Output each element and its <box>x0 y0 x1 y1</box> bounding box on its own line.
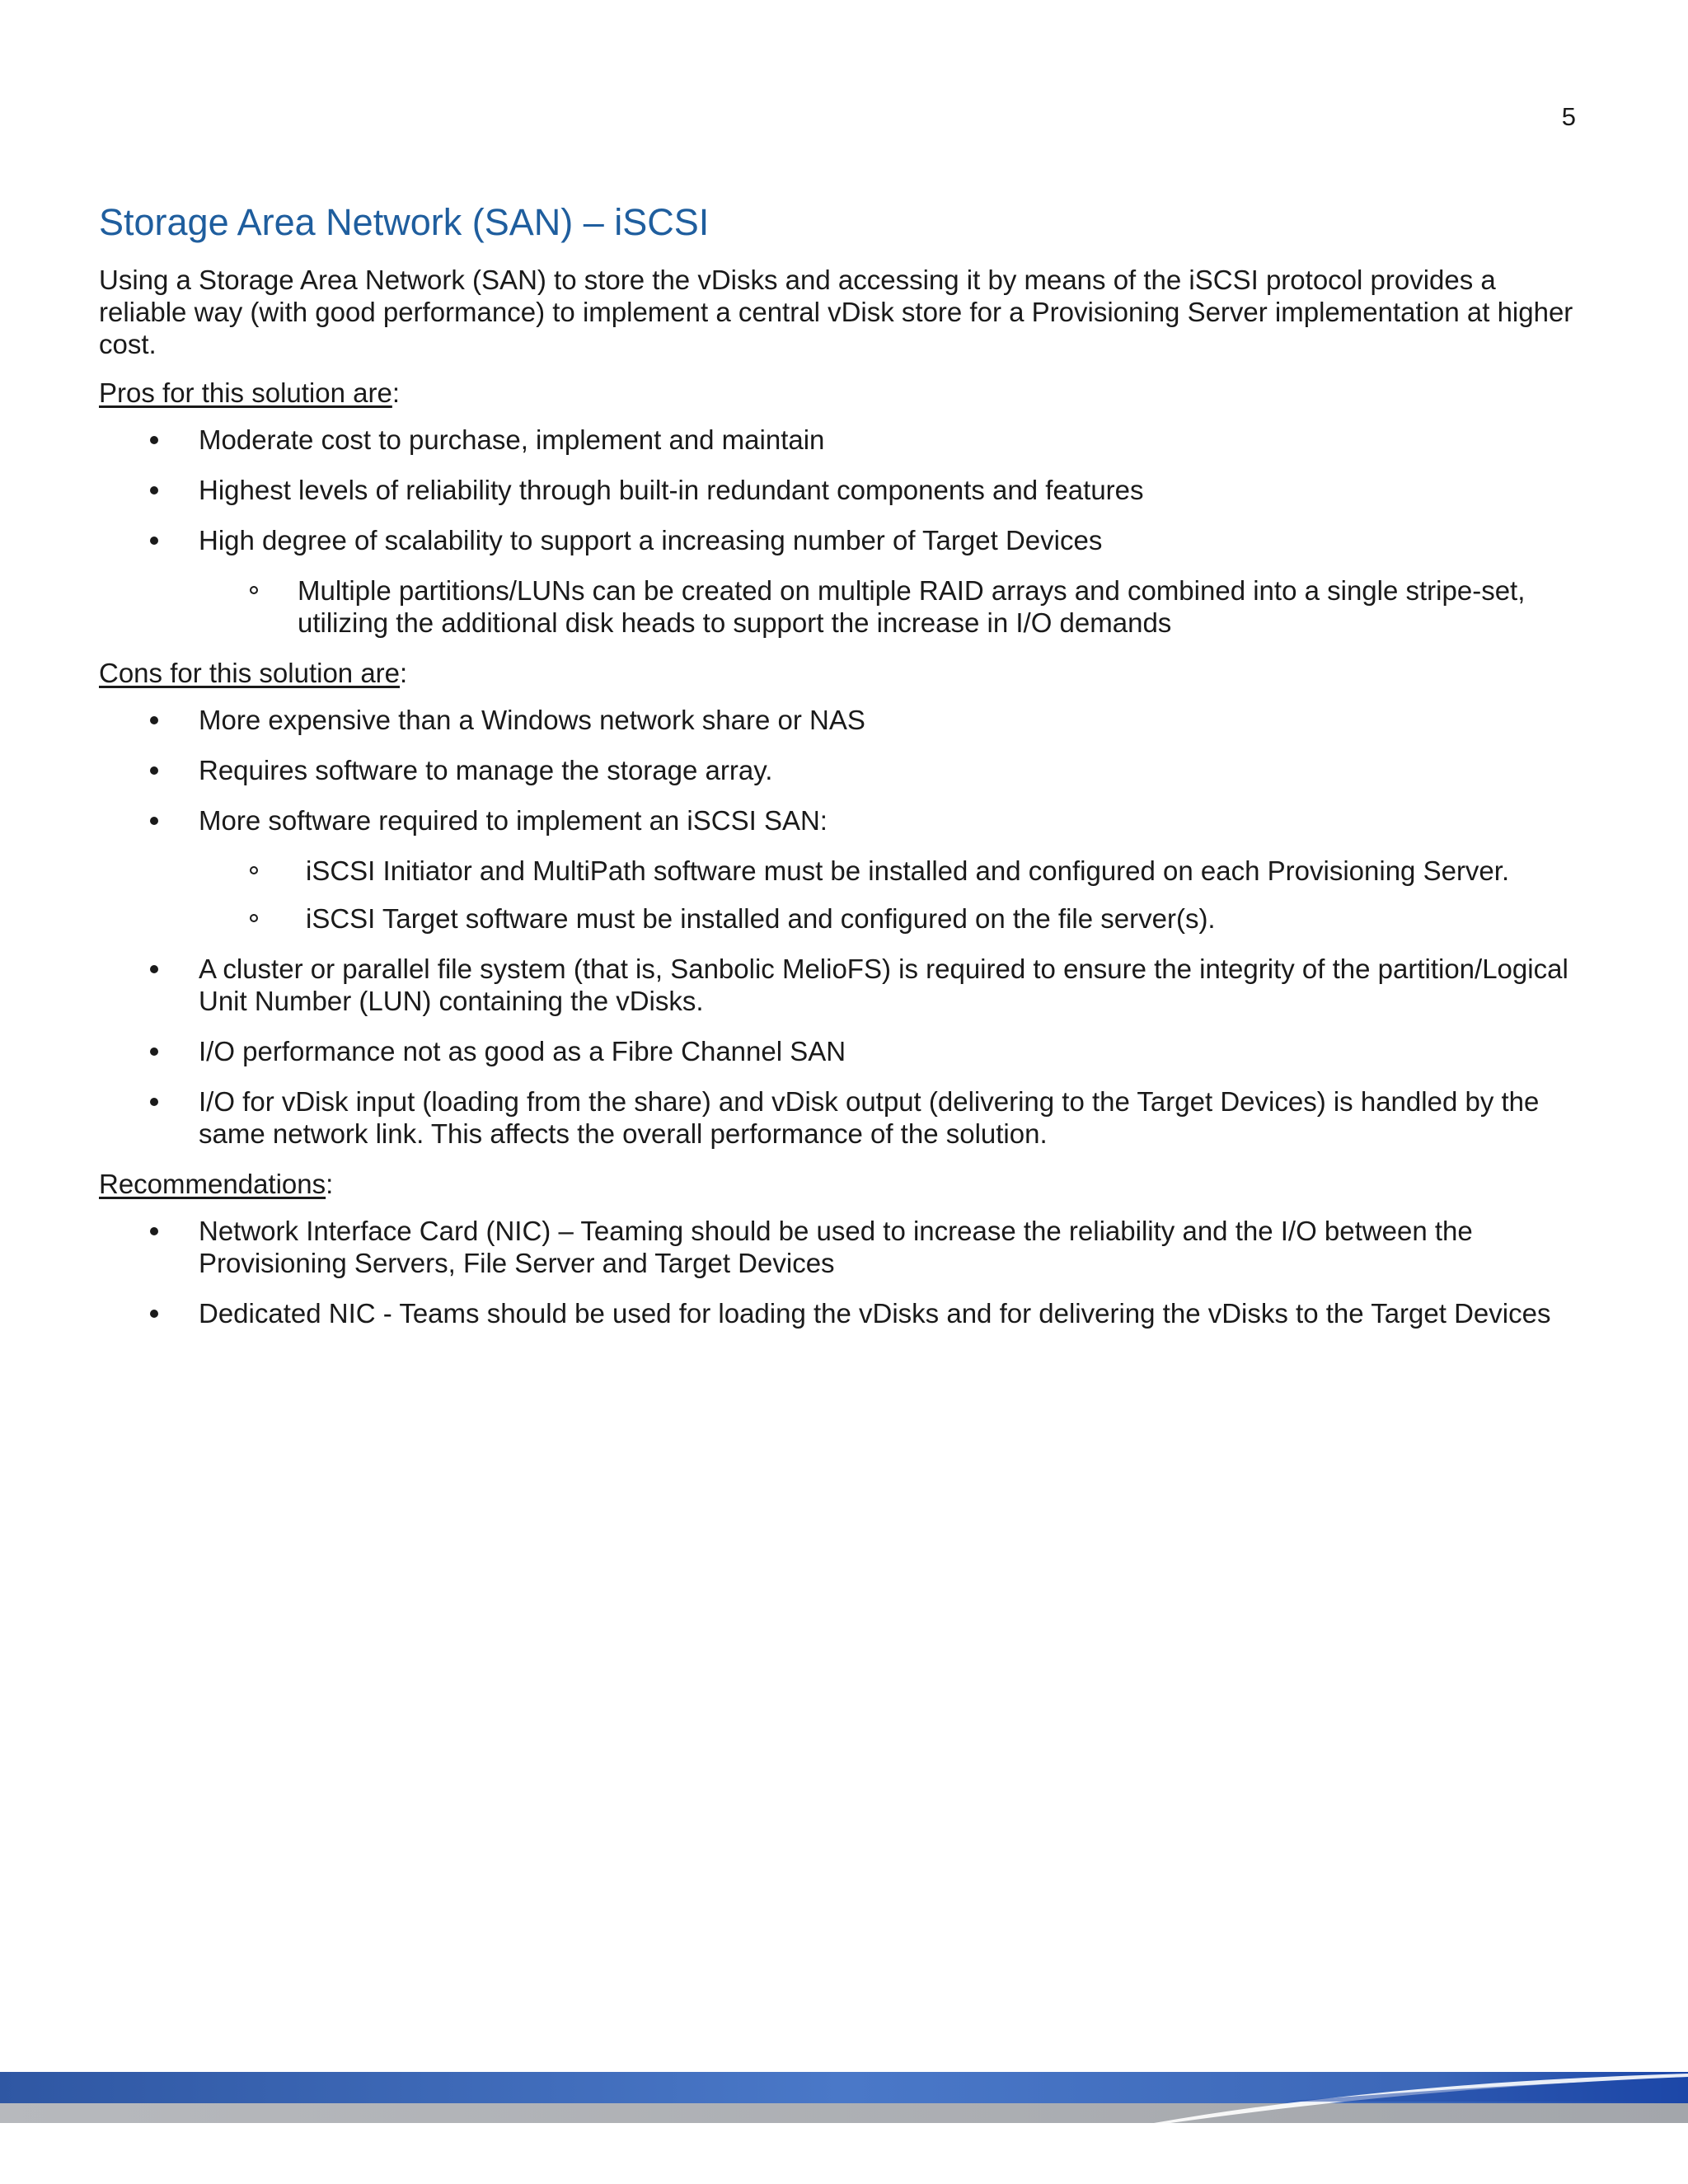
section-title: Storage Area Network (SAN) – iSCSI <box>99 201 710 243</box>
list-item-text: I/O performance not as good as a Fibre Channel SAN <box>199 1036 846 1066</box>
list-item <box>99 704 1582 736</box>
list-item <box>99 953 1582 1017</box>
list-item <box>99 804 1582 935</box>
list-item <box>99 474 1582 506</box>
bullet-icon <box>150 1227 158 1235</box>
cons-heading-text: Cons for this solution are <box>99 658 401 688</box>
sub-list-item <box>199 902 1582 935</box>
list-item-text: Requires software to manage the storage array. <box>199 755 773 785</box>
cons-heading <box>99 657 1582 689</box>
pros-heading <box>99 377 1582 409</box>
list-item <box>99 1297 1582 1329</box>
sub-bullet-icon <box>250 914 258 922</box>
list-item <box>99 424 1582 456</box>
pros-list <box>99 424 1582 639</box>
list-item <box>99 524 1582 639</box>
list-item-text: Moderate cost to purchase, implement and maintain <box>199 424 825 455</box>
pros-heading-text: Pros for this solution are <box>99 377 392 408</box>
list-item <box>99 1085 1582 1150</box>
bullet-icon <box>150 716 158 724</box>
bullet-icon <box>150 766 158 775</box>
bullet-icon <box>150 817 158 825</box>
bullet-icon <box>150 1047 158 1056</box>
bullet-icon <box>150 436 158 444</box>
bullet-icon <box>150 1098 158 1106</box>
footer-band <box>0 2072 1688 2123</box>
sub-list-item <box>199 574 1582 639</box>
sub-bullet-icon <box>250 866 258 874</box>
footer-gray-stripe <box>0 2103 1688 2123</box>
list-item-text: A cluster or parallel file system (that is, Sanbolic MelioFS) is required to ensure the integrity of the partition/Logical Unit Number (LUN) containing the vDisks. <box>199 954 1568 1016</box>
cons-sub-list <box>199 855 1582 935</box>
bullet-icon <box>150 965 158 973</box>
list-item-text: High degree of scalability to support a increasing number of Target Devices <box>199 525 1103 555</box>
cons-list <box>99 704 1582 1150</box>
sub-list-item <box>199 855 1582 887</box>
list-item-text: Network Interface Card (NIC) – Teaming should be used to increase the reliability and the I/O between the Provisioning Servers, File Server and Target Devices <box>199 1216 1473 1278</box>
list-item-text: More software required to implement an iSCSI SAN: <box>199 805 828 836</box>
sub-list-item-text: iSCSI Initiator and MultiPath software must be installed and configured on each Provisioning Server. <box>306 855 1510 886</box>
pros-sub-list <box>199 574 1582 639</box>
list-item-text: I/O for vDisk input (loading from the share) and vDisk output (delivering to the Target Devices) is handled by the same network link. This affects the overall performance of the solution. <box>199 1086 1540 1149</box>
list-item-text: More expensive than a Windows network share or NAS <box>199 705 865 735</box>
list-item <box>99 754 1582 786</box>
sub-list-item-text: iSCSI Target software must be installed and configured on the file server(s). <box>306 903 1216 934</box>
list-item <box>99 1035 1582 1067</box>
list-item-text: Dedicated NIC - Teams should be used for loading the vDisks and for delivering the vDisks to the Target Devices <box>199 1298 1551 1329</box>
recommendations-heading-text: Recommendations <box>99 1169 326 1199</box>
cons-heading-colon: : <box>400 658 408 688</box>
intro-paragraph: Using a Storage Area Network (SAN) to store the vDisks and accessing it by means of the iSCSI protocol provides a reliable way (with good performance) to implement a central vDisk store for a Provisioning Server implementation at higher cost. <box>99 265 1573 359</box>
recommendations-heading-colon: : <box>326 1169 334 1199</box>
list-item-text: Highest levels of reliability through built-in redundant components and features <box>199 475 1144 505</box>
pros-heading-colon: : <box>392 377 401 408</box>
page-number: 5 <box>1561 102 1576 131</box>
document-body <box>99 198 1582 1347</box>
list-item <box>99 1215 1582 1279</box>
bullet-icon <box>150 1310 158 1318</box>
sub-bullet-icon <box>250 586 258 594</box>
bullet-icon <box>150 537 158 545</box>
bullet-icon <box>150 486 158 494</box>
recommendations-list <box>99 1215 1582 1329</box>
sub-list-item-text: Multiple partitions/LUNs can be created on multiple RAID arrays and combined into a single stripe-set, utilizing the additional disk heads to support the increase in I/O demands <box>298 575 1526 638</box>
recommendations-heading <box>99 1168 1582 1200</box>
